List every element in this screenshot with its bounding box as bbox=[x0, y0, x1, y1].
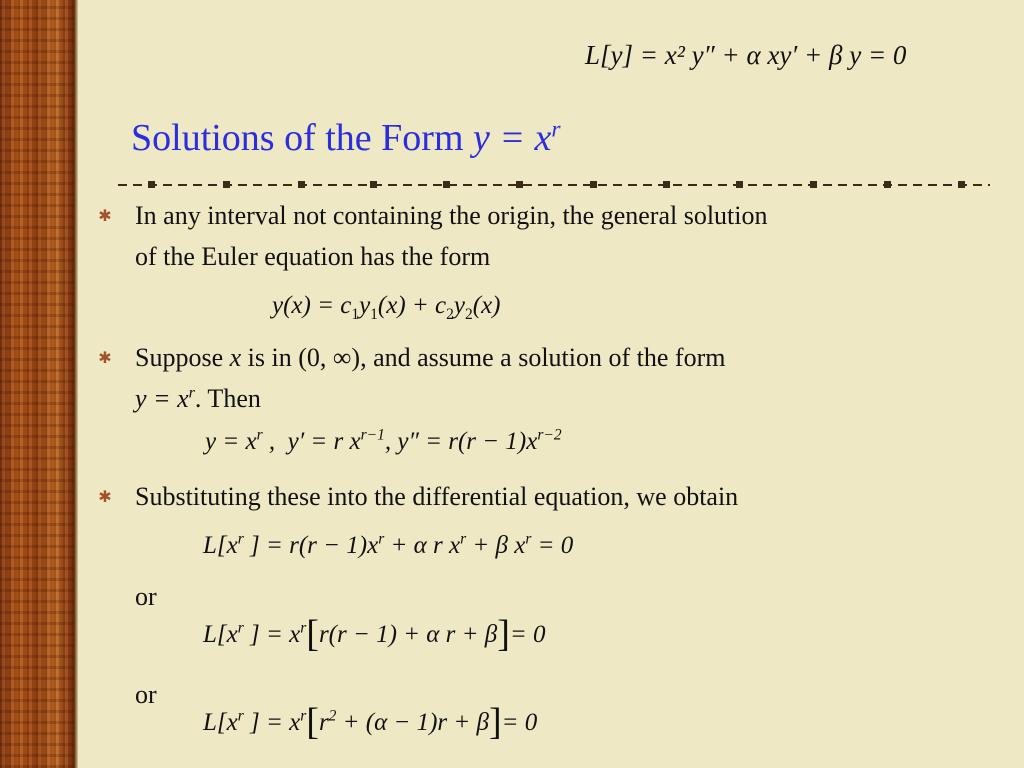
simplified-equation: $L[x^r$ ] = $x^r[r^2 + (\alpha - 1)r + \beta]= 0$ bbox=[203, 701, 538, 743]
factored-equation: $L[x^r$ ] = $x^r[r(r - 1) + \alpha$ r + β]= 0 bbox=[203, 613, 546, 655]
bullet-1-line-1: In any interval not containing the origin, the general solution bbox=[135, 201, 768, 230]
bullet-1-line-2: of the Euler equation has the form bbox=[135, 242, 491, 271]
star-bullet-icon: ✱ bbox=[98, 350, 112, 367]
header-equation: L[y] = x² y″ + α xy′ + β y = 0 bbox=[585, 40, 907, 70]
sidebar-edge bbox=[74, 0, 78, 768]
title-math: y = x bbox=[473, 117, 552, 159]
star-bullet-icon: ✱ bbox=[98, 489, 112, 506]
star-bullet-icon: ✱ bbox=[98, 208, 112, 225]
derivatives-equation: $y = x^r$ , y′ = r $x^{r-1}$, $y'' = r(r - 1)x^{r-2}$ bbox=[205, 426, 562, 455]
substituted-equation: $L[x^r$ ] = $r(r - 1)x^r + \alpha$ r $x^r + \beta$ $x^r = 0$ bbox=[203, 530, 574, 559]
decorative-sidebar bbox=[0, 0, 74, 768]
slide-title bbox=[131, 116, 561, 160]
or-connector-2: or bbox=[135, 680, 157, 709]
bullet-2-line-1: Suppose x is in (0, ∞), and assume a solution of the form bbox=[135, 343, 726, 372]
bullet-3-line-1: Substituting these into the differential equation, we obtain bbox=[135, 482, 739, 511]
general-solution-equation: $y(x) = c_1y_1(x) + c_2y_2(x)$ bbox=[272, 292, 501, 323]
title-text: Solutions of the Form bbox=[131, 117, 474, 159]
title-superscript: r bbox=[551, 116, 561, 143]
title-divider bbox=[118, 184, 990, 186]
bullet-2-line-2: $y = x^r$. Then bbox=[135, 384, 261, 413]
or-connector-1: or bbox=[135, 582, 157, 611]
